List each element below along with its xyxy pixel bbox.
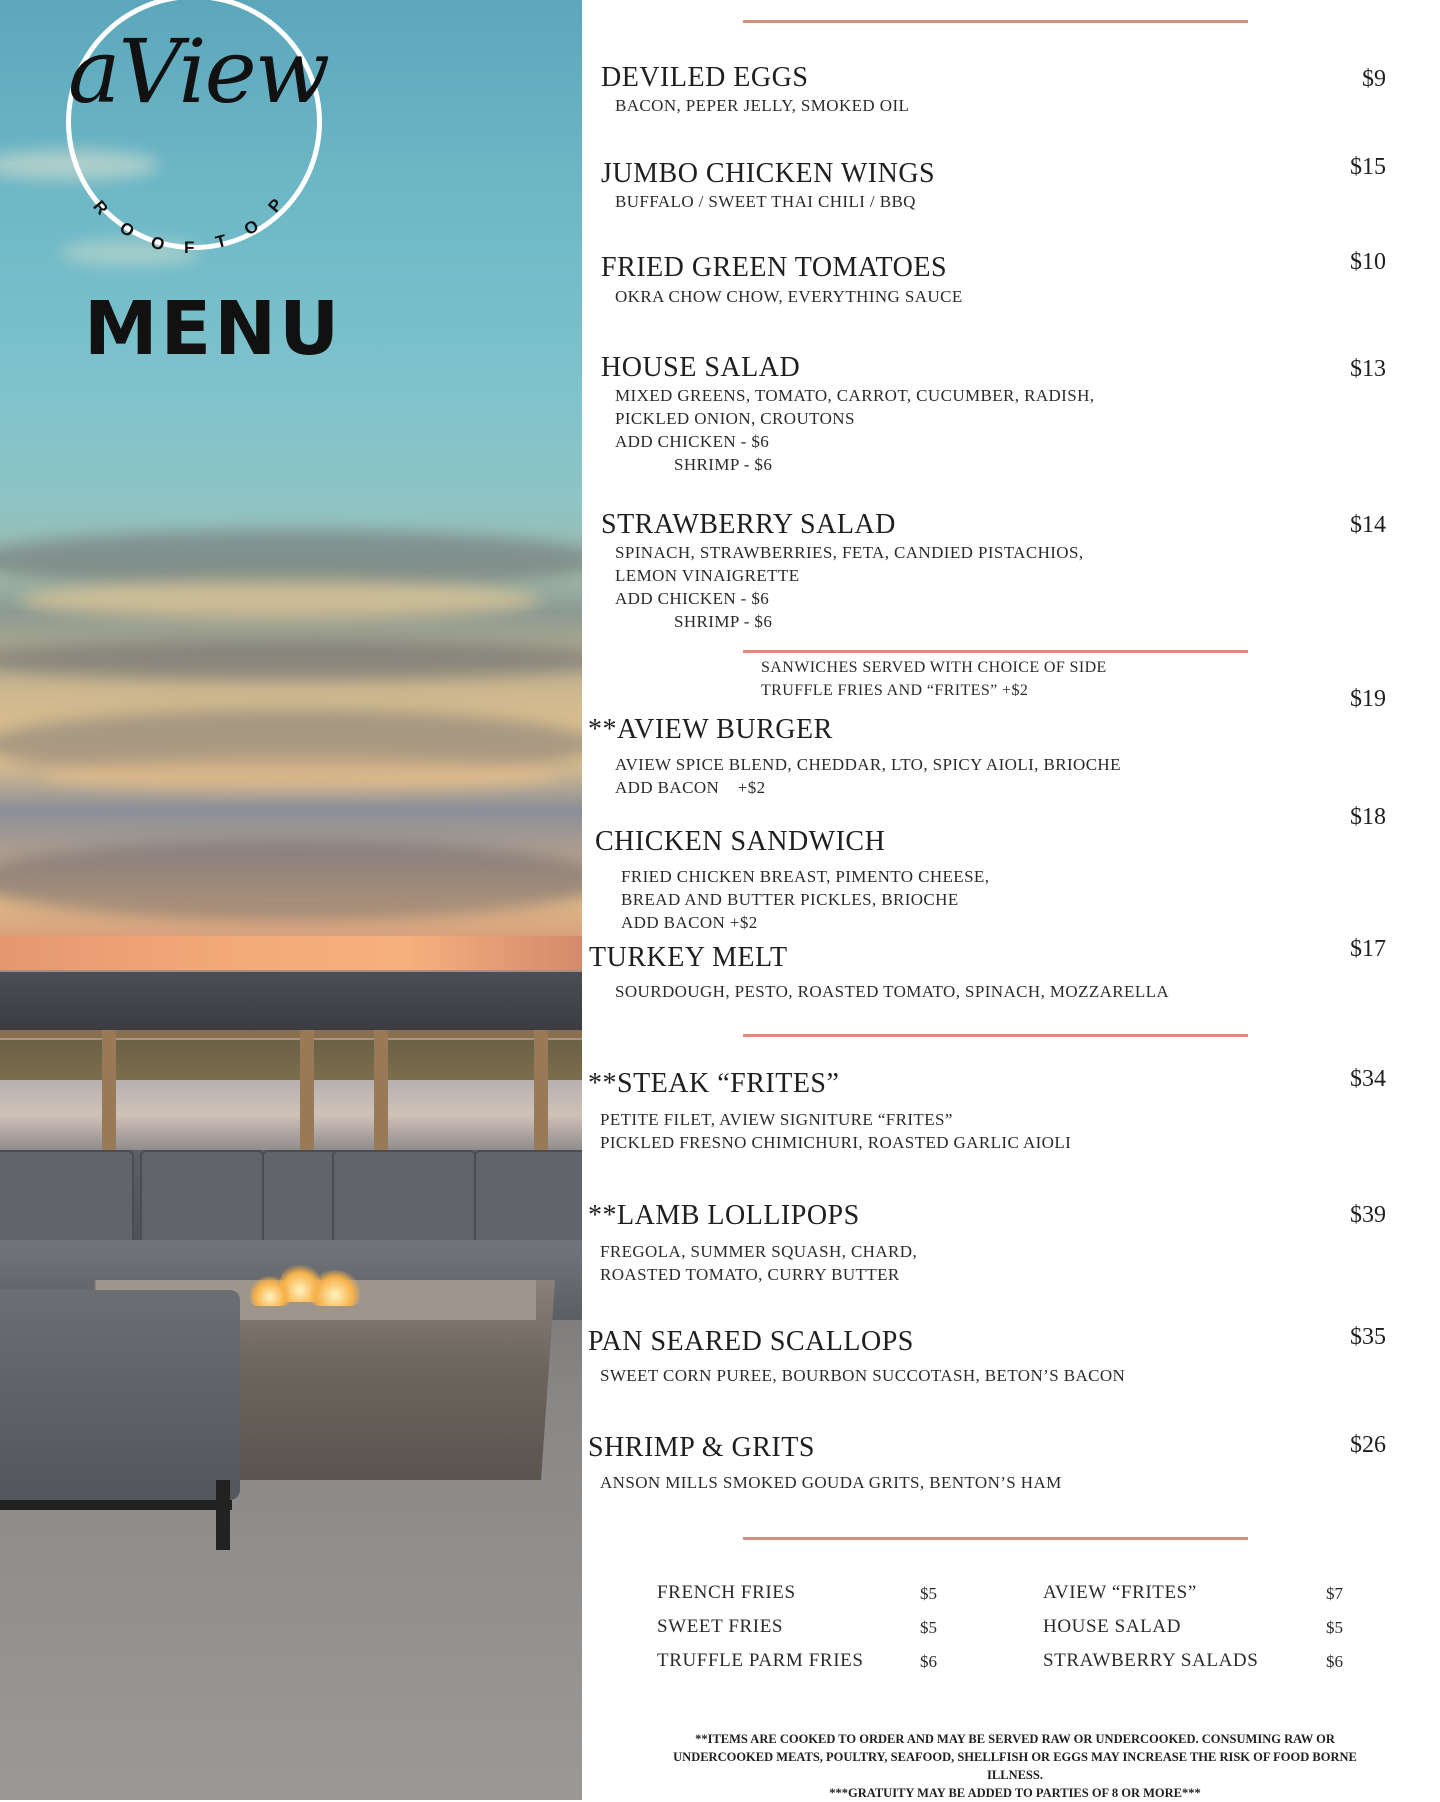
logo: aView: [68, 20, 329, 123]
side-item: AVIEW “FRITES”: [1043, 1582, 1197, 1603]
side-price: $5: [1326, 1618, 1343, 1637]
side-price: $5: [920, 1618, 937, 1637]
divider: [743, 1537, 1248, 1540]
divider: [743, 1034, 1248, 1037]
menu-title: MENU: [84, 286, 343, 372]
side-price: $6: [1326, 1652, 1343, 1671]
side-item: STRAWBERRY SALADS: [1043, 1650, 1259, 1671]
side-price: $5: [920, 1584, 937, 1603]
side-price: $7: [1326, 1584, 1343, 1603]
side-item: FRENCH FRIES: [657, 1582, 796, 1603]
side-price: $6: [920, 1652, 937, 1671]
side-item: TRUFFLE PARM FRIES: [657, 1650, 864, 1671]
side-item: HOUSE SALAD: [1043, 1616, 1182, 1637]
logo-subtitle: R O O F T O P: [89, 195, 287, 257]
footer-disclaimer: **ITEMS ARE COOKED TO ORDER AND MAY BE SERVED RAW OR UNDERCOOKED. CONSUMING RAW OR UNDERCOOKED MEATS, POULTRY, SEAFOOD, SHELLFISH OR EGGS MAY INCREASE THE RISK OF FOOD BORNE ILLNESS. ***GRATUITY MAY BE ADDED TO PARTIES OF 8 OR MORE***: [673, 1732, 1357, 1800]
divider: [743, 650, 1248, 653]
sandwich-note: SANWICHES SERVED WITH CHOICE OF SIDE TRUFFLE FRIES AND “FRITES” +$2: [761, 659, 1107, 699]
side-item: SWEET FRIES: [657, 1616, 784, 1637]
rooftop-photo: [0, 0, 582, 1800]
divider: [743, 20, 1248, 23]
